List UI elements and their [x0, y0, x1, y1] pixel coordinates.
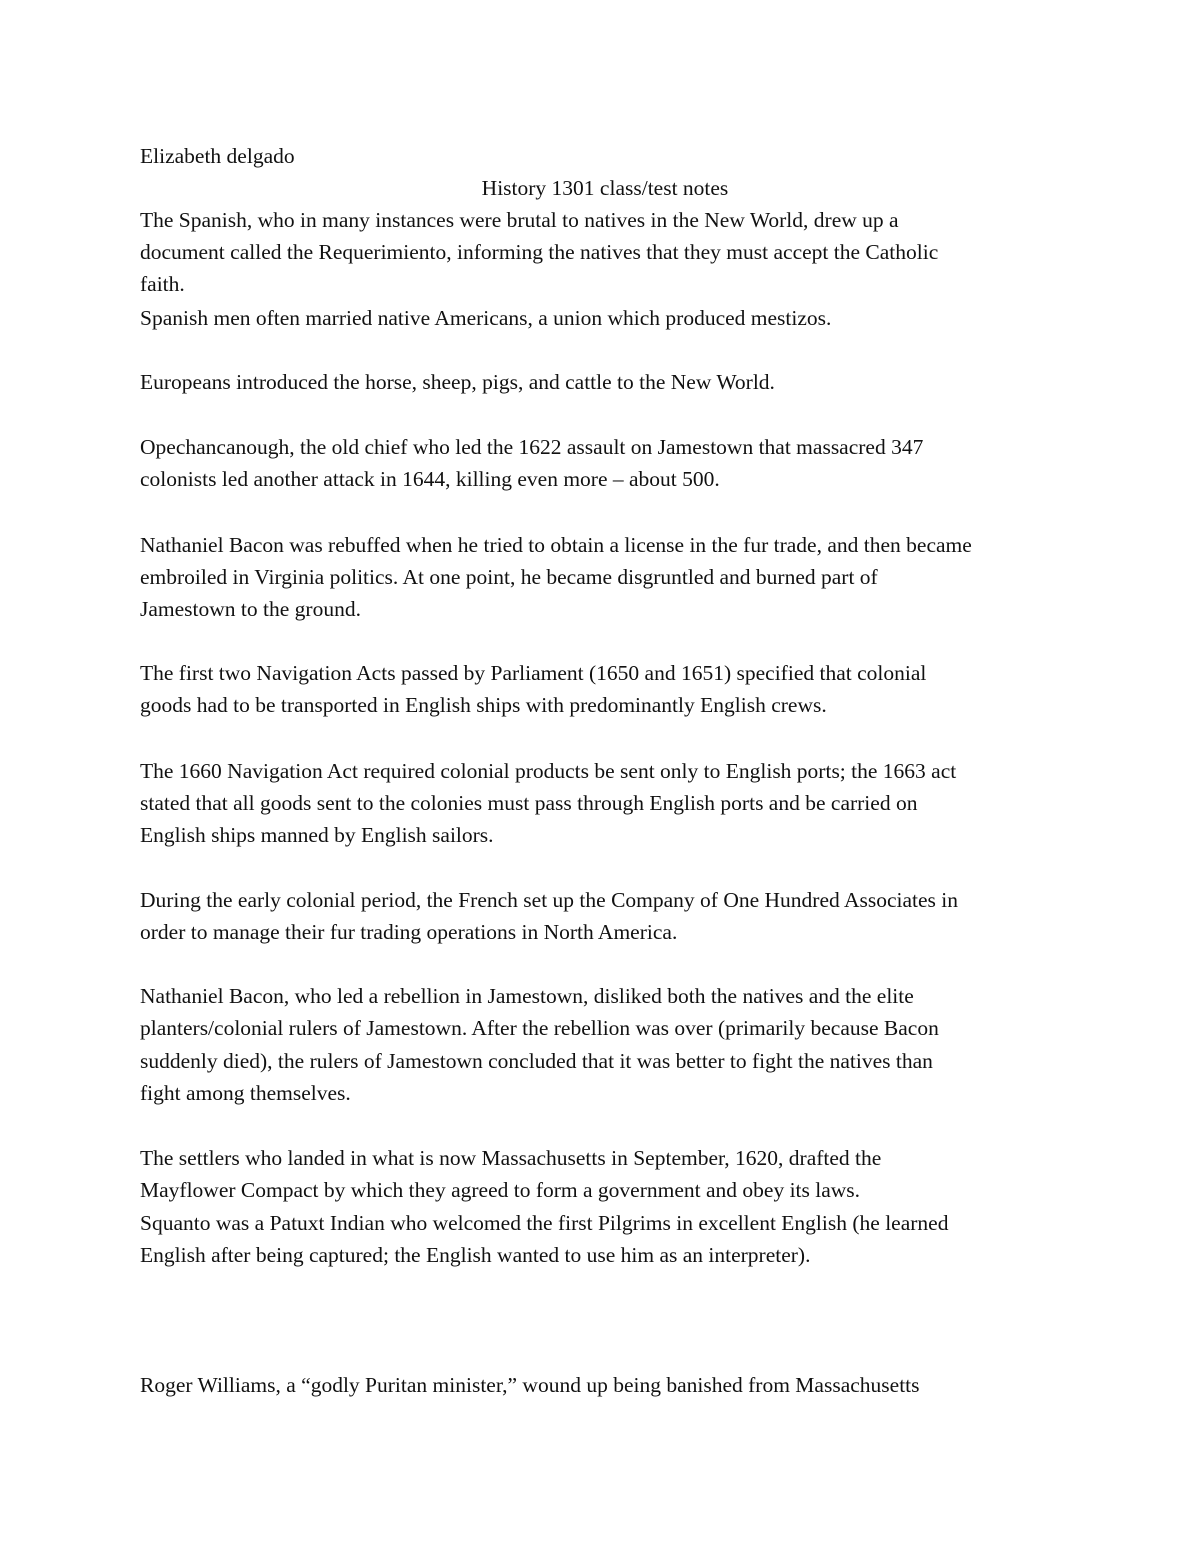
text-line: embroiled in Virginia politics. At one point, he became disgruntled and burned part of	[140, 565, 878, 589]
text-line: English after being captured; the English wanted to use him as an interpreter).	[140, 1243, 811, 1267]
text-line: During the early colonial period, the French set up the Company of One Hundred Associates in	[140, 888, 958, 912]
text-line: fight among themselves.	[140, 1081, 351, 1105]
text-line: Opechancanough, the old chief who led the 1622 assault on Jamestown that massacred 347	[140, 435, 924, 459]
text-line: stated that all goods sent to the colonies must pass through English ports and be carried on	[140, 791, 918, 815]
text-line: colonists led another attack in 1644, killing even more – about 500.	[140, 467, 720, 491]
text-line: The settlers who landed in what is now Massachusetts in September, 1620, drafted the	[140, 1146, 882, 1170]
text-line: Nathaniel Bacon was rebuffed when he tried to obtain a license in the fur trade, and then became	[140, 533, 972, 557]
text-line: The 1660 Navigation Act required colonial products be sent only to English ports; the 1663 act	[140, 759, 957, 783]
text-line: The Spanish, who in many instances were brutal to natives in the New World, drew up a	[140, 208, 899, 232]
text-line: suddenly died), the rulers of Jamestown concluded that it was better to fight the natives than	[140, 1049, 933, 1073]
text-line: order to manage their fur trading operations in North America.	[140, 920, 678, 944]
text-line: The first two Navigation Acts passed by Parliament (1650 and 1651) specified that colonial	[140, 661, 927, 685]
text-line: faith.	[140, 272, 185, 296]
text-line: document called the Requerimiento, informing the natives that they must accept the Catholic	[140, 240, 939, 264]
text-line: Europeans introduced the horse, sheep, pigs, and cattle to the New World.	[140, 370, 775, 394]
text-line: Nathaniel Bacon, who led a rebellion in Jamestown, disliked both the natives and the elite	[140, 984, 914, 1008]
document-title: History 1301 class/test notes	[481, 176, 729, 200]
text-line: planters/colonial rulers of Jamestown. After the rebellion was over (primarily because Bacon	[140, 1016, 939, 1040]
text-line: English ships manned by English sailors.	[140, 823, 494, 847]
text-line: Spanish men often married native Americans, a union which produced mestizos.	[140, 306, 832, 330]
text-line: Squanto was a Patuxt Indian who welcomed the first Pilgrims in excellent English (he learned	[140, 1211, 949, 1235]
text-line: Mayflower Compact by which they agreed to form a government and obey its laws.	[140, 1178, 861, 1202]
text-line: Jamestown to the ground.	[140, 597, 361, 621]
text-line: Roger Williams, a “godly Puritan minister,” wound up being banished from Massachusetts	[140, 1373, 920, 1397]
author-name: Elizabeth delgado	[140, 144, 295, 168]
text-line: goods had to be transported in English ships with predominantly English crews.	[140, 693, 827, 717]
